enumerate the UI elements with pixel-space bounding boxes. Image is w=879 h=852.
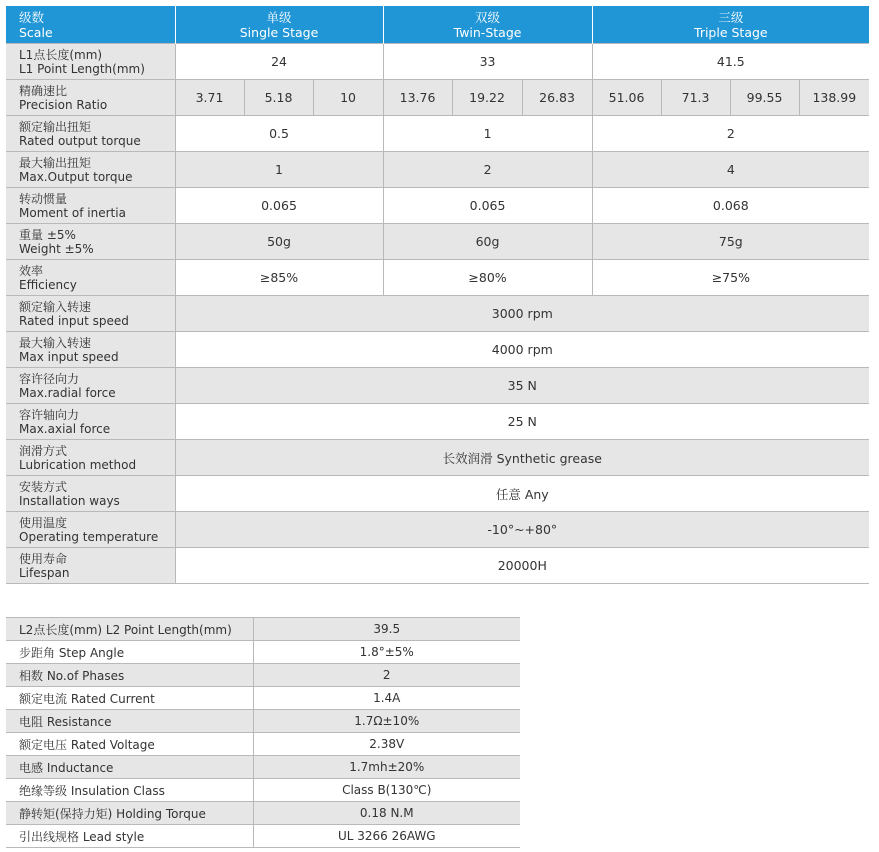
table-row (6, 825, 520, 848)
row-label: 转动惯量 Moment of inertia (6, 188, 175, 224)
row-label: 精确速比 Precision Ratio (6, 80, 175, 116)
cell-triple: 4 (592, 152, 869, 188)
row-label: 绝缘等级 Insulation Class (6, 779, 253, 802)
row-value: 39.5 (253, 618, 520, 641)
row-label: L1点长度(mm) L1 Point Length(mm) (6, 44, 175, 80)
row-radial-force (6, 368, 869, 404)
row-label: 重量 ±5% Weight ±5% (6, 224, 175, 260)
row-label: 安装方式 Installation ways (6, 476, 175, 512)
cell-triple: ≥75% (592, 260, 869, 296)
row-label: 相数 No.of Phases (6, 664, 253, 687)
row-label: 最大输出扭矩 Max.Output torque (6, 152, 175, 188)
ratio-cell: 51.06 (592, 80, 661, 116)
row-value: Class B(130℃) (253, 779, 520, 802)
row-max-input-speed (6, 332, 869, 368)
ratio-cell: 10 (313, 80, 383, 116)
header-scale: 级数 Scale (6, 6, 175, 44)
header-single-stage: 单级 Single Stage (175, 6, 383, 44)
cell-single: 0.065 (175, 188, 383, 224)
ratio-cell: 138.99 (799, 80, 869, 116)
cell-value: 35 N (175, 368, 869, 404)
table-row (6, 618, 520, 641)
row-value: 2 (253, 664, 520, 687)
table-header-row (6, 6, 869, 44)
table-row (6, 641, 520, 664)
row-l1-length (6, 44, 869, 80)
row-label: 使用温度 Operating temperature (6, 512, 175, 548)
row-label: 使用寿命 Lifespan (6, 548, 175, 584)
cell-value: 3000 rpm (175, 296, 869, 332)
cell-triple: 75g (592, 224, 869, 260)
cell-value: 长效润滑 Synthetic grease (175, 440, 869, 476)
table-row (6, 756, 520, 779)
row-lubrication (6, 440, 869, 476)
row-lifespan (6, 548, 869, 584)
row-label: 电阻 Resistance (6, 710, 253, 733)
cell-triple: 2 (592, 116, 869, 152)
row-efficiency (6, 260, 869, 296)
cell-single: 24 (175, 44, 383, 80)
row-label: 额定输入转速 Rated input speed (6, 296, 175, 332)
table-row (6, 779, 520, 802)
row-value: 2.38V (253, 733, 520, 756)
cell-triple: 41.5 (592, 44, 869, 80)
row-axial-force (6, 404, 869, 440)
row-label: 容许轴向力 Max.axial force (6, 404, 175, 440)
cell-value: -10°~+80° (175, 512, 869, 548)
row-inertia (6, 188, 869, 224)
cell-twin: 0.065 (383, 188, 592, 224)
row-value: 1.8°±5% (253, 641, 520, 664)
row-precision-ratio (6, 80, 869, 116)
cell-twin: 33 (383, 44, 592, 80)
table-row (6, 802, 520, 825)
row-label: 效率 Efficiency (6, 260, 175, 296)
row-rated-input-speed (6, 296, 869, 332)
cell-twin: 1 (383, 116, 592, 152)
ratio-cell: 71.3 (661, 80, 730, 116)
cell-single: 1 (175, 152, 383, 188)
table-row (6, 687, 520, 710)
ratio-cell: 99.55 (730, 80, 799, 116)
ratio-cell: 3.71 (175, 80, 244, 116)
cell-value: 任意 Any (175, 476, 869, 512)
row-label: 步距角 Step Angle (6, 641, 253, 664)
row-value: 1.7mh±20% (253, 756, 520, 779)
table-row (6, 664, 520, 687)
cell-single: 50g (175, 224, 383, 260)
cell-triple: 0.068 (592, 188, 869, 224)
ratio-cell: 5.18 (244, 80, 313, 116)
row-weight (6, 224, 869, 260)
row-label: L2点长度(mm) L2 Point Length(mm) (6, 618, 253, 641)
header-triple-stage: 三级 Triple Stage (592, 6, 869, 44)
cell-value: 20000H (175, 548, 869, 584)
gearbox-spec-table (6, 6, 869, 584)
row-max-torque (6, 152, 869, 188)
row-label: 最大输入转速 Max input speed (6, 332, 175, 368)
ratio-cell: 26.83 (522, 80, 592, 116)
cell-single: ≥85% (175, 260, 383, 296)
ratio-cell: 13.76 (383, 80, 452, 116)
motor-spec-table (6, 617, 520, 848)
row-rated-torque (6, 116, 869, 152)
row-installation (6, 476, 869, 512)
row-label: 引出线规格 Lead style (6, 825, 253, 848)
row-label: 容许径向力 Max.radial force (6, 368, 175, 404)
row-value: UL 3266 26AWG (253, 825, 520, 848)
cell-twin: 2 (383, 152, 592, 188)
table-row (6, 733, 520, 756)
row-label: 额定电压 Rated Voltage (6, 733, 253, 756)
table-row (6, 710, 520, 733)
row-value: 0.18 N.M (253, 802, 520, 825)
row-label: 静转矩(保持力矩) Holding Torque (6, 802, 253, 825)
cell-single: 0.5 (175, 116, 383, 152)
row-label: 额定电流 Rated Current (6, 687, 253, 710)
row-value: 1.7Ω±10% (253, 710, 520, 733)
header-twin-stage: 双级 Twin-Stage (383, 6, 592, 44)
cell-value: 4000 rpm (175, 332, 869, 368)
cell-twin: ≥80% (383, 260, 592, 296)
row-label: 润滑方式 Lubrication method (6, 440, 175, 476)
row-label: 额定输出扭矩 Rated output torque (6, 116, 175, 152)
ratio-cell: 19.22 (452, 80, 522, 116)
row-label: 电感 Inductance (6, 756, 253, 779)
cell-twin: 60g (383, 224, 592, 260)
row-temperature (6, 512, 869, 548)
row-value: 1.4A (253, 687, 520, 710)
cell-value: 25 N (175, 404, 869, 440)
